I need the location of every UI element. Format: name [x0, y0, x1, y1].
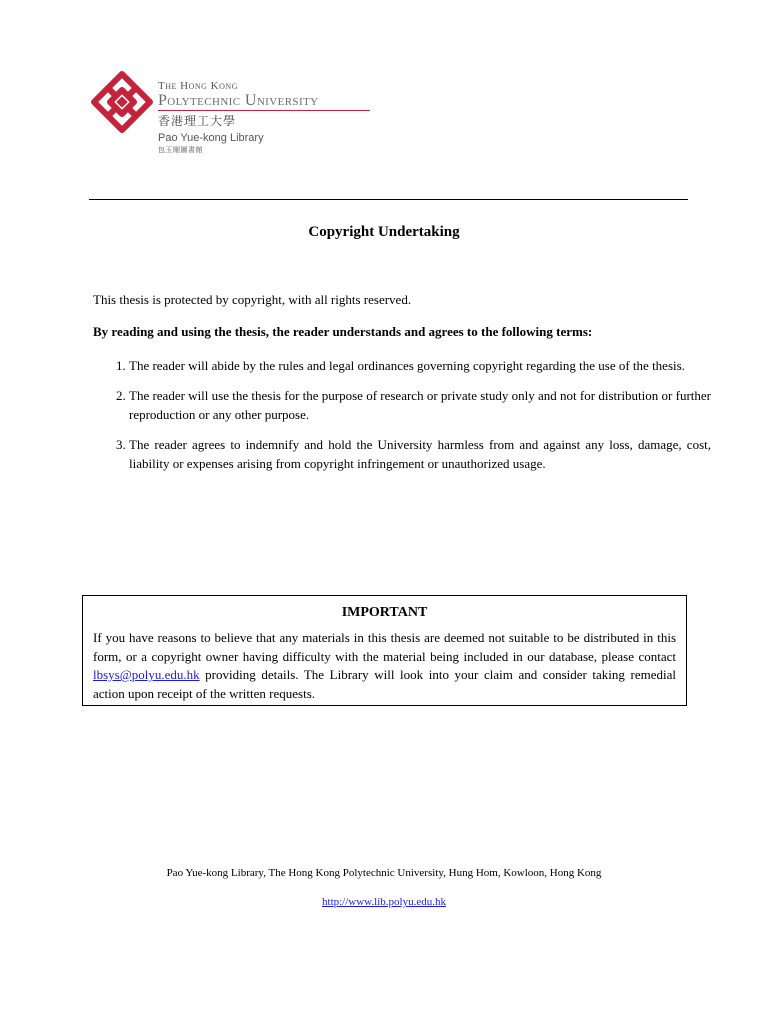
- copyright-statement: This thesis is protected by copyright, with all rights reserved.: [93, 292, 412, 307]
- university-name-line2: Polytechnic University: [158, 92, 319, 109]
- important-text-before: If you have reasons to believe that any materials in this thesis are deemed not suitable to be distributed in this form, or a copyright owner having difficulty with the material being included in our database, please contact: [93, 630, 676, 664]
- terms-list: [93, 356, 711, 484]
- polyu-logo-icon: [90, 70, 154, 134]
- term-item: 1. The reader will abide by the rules and legal ordinances governing copyright regarding the use of the thesis.: [129, 356, 711, 375]
- term-item: 3. The reader agrees to indemnify and hold the University harmless from and against any loss, damage, cost, liability or expenses arising from copyright infringement or unauthorized usage.: [129, 435, 711, 473]
- library-website-link[interactable]: http://www.lib.polyu.edu.hk: [322, 896, 446, 908]
- logo-text: [158, 80, 370, 155]
- footer-address: Pao Yue-kong Library, The Hong Kong Polytechnic University, Hung Hom, Kowloon, Hong Kong: [166, 867, 602, 879]
- term-item: 2. The reader will use the thesis for the purpose of research or private study only and not for distribution or further reproduction or any other purpose.: [129, 386, 711, 424]
- page-title: Copyright Undertaking: [308, 224, 460, 240]
- library-name: Pao Yue-kong Library: [158, 132, 264, 144]
- important-title: IMPORTANT: [341, 605, 428, 620]
- terms-heading: By reading and using the thesis, the reader understands and agrees to the following terms:: [93, 324, 593, 339]
- important-notice-box: [82, 595, 687, 706]
- footer-url-container: [0, 896, 768, 908]
- library-name-chinese: 包玉剛圖書館: [158, 146, 203, 154]
- university-name-line1: The Hong Kong: [158, 80, 238, 92]
- important-text-after: providing details. The Library will look into your claim and consider taking remedial action upon receipt of the written requests.: [93, 667, 676, 701]
- university-name-chinese: 香港理工大學: [158, 114, 237, 128]
- important-body: [93, 629, 676, 703]
- logo-divider: [158, 110, 370, 111]
- contact-email-link[interactable]: lbsys@polyu.edu.hk: [93, 667, 200, 682]
- header-divider: [89, 199, 688, 200]
- library-logo: [90, 66, 390, 166]
